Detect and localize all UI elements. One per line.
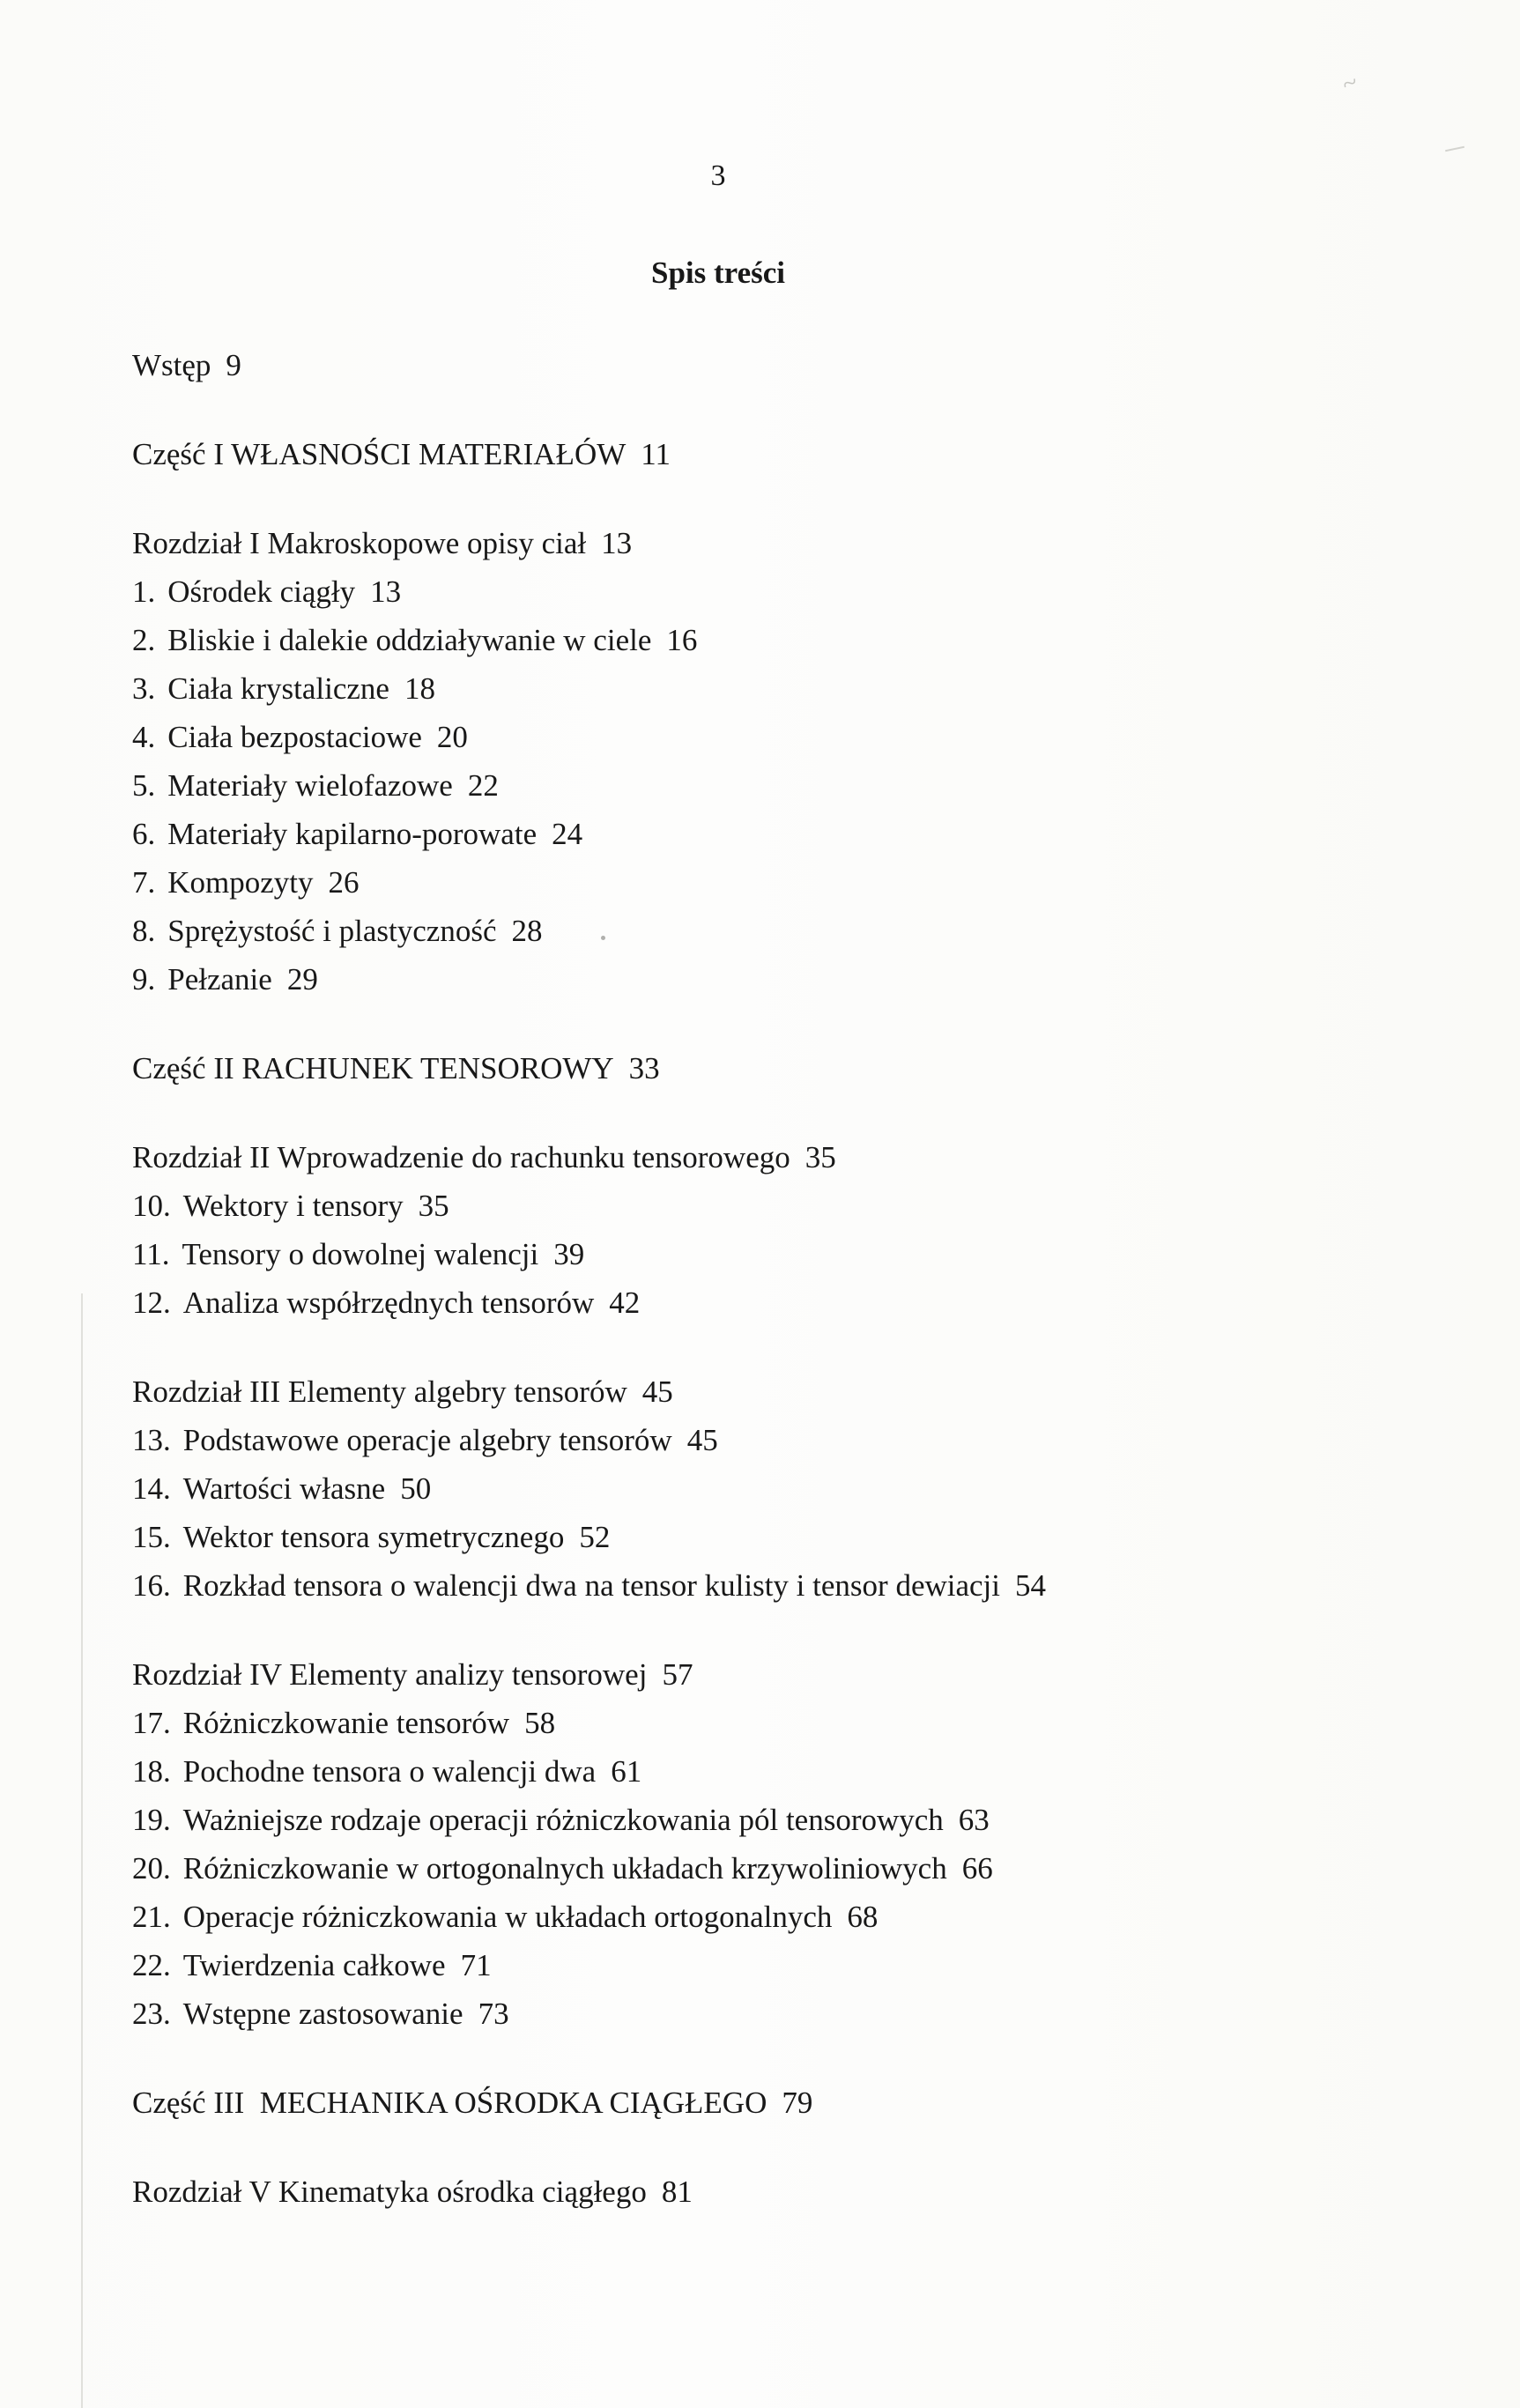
toc-item xyxy=(132,1989,1304,2038)
toc-page-number: 33 xyxy=(628,1051,660,1085)
toc-item-number: 20. xyxy=(132,1851,171,1886)
toc-label: Ważniejsze rodzaje operacji różniczkowania pól tensorowych xyxy=(182,1803,944,1837)
toc-list xyxy=(132,341,1304,2216)
toc-page-number: 24 xyxy=(552,817,583,851)
toc-label: Rozdział II Wprowadzenie do rachunku tensorowego xyxy=(132,1140,790,1174)
toc-label: Wektory i tensory xyxy=(182,1189,404,1223)
toc-item xyxy=(132,1561,1304,1610)
toc-label: Rozdział V Kinematyka ośrodka ciągłego xyxy=(132,2175,647,2209)
toc-item-number: 7. xyxy=(132,865,156,900)
toc-page-number: 58 xyxy=(524,1706,556,1740)
page-content xyxy=(132,0,1304,2216)
toc-label: Część II RACHUNEK TENSOROWY xyxy=(132,1051,614,1085)
toc-page-number: 66 xyxy=(961,1851,993,1886)
toc-page-number: 20 xyxy=(436,720,468,754)
toc-item xyxy=(132,1416,1304,1464)
toc-page-number: 61 xyxy=(611,1754,642,1789)
toc-page-number: 57 xyxy=(662,1657,693,1692)
toc-entry xyxy=(132,2078,1304,2127)
toc-label: Podstawowe operacje algebry tensorów xyxy=(182,1423,672,1457)
toc-label: Wstęp xyxy=(132,348,211,382)
toc-item xyxy=(132,810,1304,858)
toc-item xyxy=(132,858,1304,907)
toc-page-number: 13 xyxy=(601,526,633,560)
toc-entry xyxy=(132,1367,1304,1416)
toc-page-number: 52 xyxy=(579,1520,611,1554)
toc-page-number: 50 xyxy=(400,1471,432,1506)
toc-item xyxy=(132,1699,1304,1747)
toc-item xyxy=(132,1941,1304,1989)
toc-item-number: 12. xyxy=(132,1286,171,1320)
toc-item xyxy=(132,567,1304,616)
toc-item-number: 16. xyxy=(132,1568,171,1603)
toc-label: Analiza współrzędnych tensorów xyxy=(182,1286,595,1320)
toc-entry xyxy=(132,1044,1304,1093)
toc-page-number: 35 xyxy=(418,1189,449,1223)
toc-label: Różniczkowanie w ortogonalnych układach krzywoliniowych xyxy=(182,1851,947,1886)
toc-item xyxy=(132,616,1304,664)
toc-item xyxy=(132,1278,1304,1327)
toc-page-number: 11 xyxy=(641,437,671,471)
toc-item-number: 8. xyxy=(132,914,156,948)
toc-label: Różniczkowanie tensorów xyxy=(182,1706,510,1740)
toc-item-number: 22. xyxy=(132,1948,171,1982)
toc-item xyxy=(132,955,1304,1004)
toc-page-number: 39 xyxy=(553,1237,585,1271)
toc-item xyxy=(132,713,1304,761)
toc-entry xyxy=(132,430,1304,478)
toc-item-number: 10. xyxy=(132,1189,171,1223)
scan-artifact-vertical-line xyxy=(81,1293,83,2408)
toc-page-number: 79 xyxy=(782,2086,813,2120)
toc-page-number: 18 xyxy=(404,671,435,706)
toc-item xyxy=(132,664,1304,713)
toc-item xyxy=(132,1230,1304,1278)
toc-entry xyxy=(132,341,1304,389)
toc-page-number: 81 xyxy=(661,2175,693,2209)
scan-artifact-dash xyxy=(1445,146,1464,152)
toc-page-number: 28 xyxy=(511,914,543,948)
toc-label: Tensory o dowolnej walencji xyxy=(182,1237,539,1271)
toc-label: Rozdział III Elementy algebry tensorów xyxy=(132,1374,627,1409)
toc-item-number: 4. xyxy=(132,720,156,754)
toc-label: Pełzanie xyxy=(167,962,272,997)
toc-item-number: 6. xyxy=(132,817,156,851)
toc-label: Materiały kapilarno-porowate xyxy=(167,817,538,851)
toc-item-number: 3. xyxy=(132,671,156,706)
toc-item xyxy=(132,1844,1304,1893)
toc-label: Wektor tensora symetrycznego xyxy=(182,1520,565,1554)
toc-page-number: 45 xyxy=(641,1374,673,1409)
toc-item-number: 23. xyxy=(132,1997,171,2031)
toc-label: Wstępne zastosowanie xyxy=(182,1997,463,2031)
toc-page-number: 54 xyxy=(1015,1568,1046,1603)
toc-label: Operacje różniczkowania w układach ortogonalnych xyxy=(182,1900,833,1934)
toc-item xyxy=(132,1796,1304,1844)
toc-item-number: 2. xyxy=(132,623,156,657)
toc-label: Twierdzenia całkowe xyxy=(182,1948,446,1982)
toc-item-number: 18. xyxy=(132,1754,171,1789)
toc-item-number: 21. xyxy=(132,1900,171,1934)
toc-label: Wartości własne xyxy=(182,1471,386,1506)
toc-item-number: 1. xyxy=(132,574,156,609)
toc-label: Część III MECHANIKA OŚRODKA CIĄGŁEGO xyxy=(132,2086,767,2120)
page-title: Spis treści xyxy=(651,256,785,290)
toc-label: Ciała bezpostaciowe xyxy=(167,720,422,754)
scan-artifact-dot xyxy=(601,936,605,940)
toc-page-number: 22 xyxy=(467,768,499,803)
toc-label: Ciała krystaliczne xyxy=(167,671,389,706)
toc-item-number: 5. xyxy=(132,768,156,803)
toc-page-number: 16 xyxy=(666,623,698,657)
toc-page-number: 26 xyxy=(328,865,360,900)
toc-page-number: 68 xyxy=(847,1900,879,1934)
toc-item-number: 11. xyxy=(132,1237,170,1271)
toc-entry xyxy=(132,1650,1304,1699)
toc-item xyxy=(132,907,1304,955)
toc-entry xyxy=(132,1133,1304,1182)
toc-page-number: 42 xyxy=(609,1286,641,1320)
toc-item-number: 15. xyxy=(132,1520,171,1554)
toc-label: Pochodne tensora o walencji dwa xyxy=(182,1754,597,1789)
toc-label: Sprężystość i plastyczność xyxy=(167,914,497,948)
toc-item-number: 17. xyxy=(132,1706,171,1740)
toc-page-number: 9 xyxy=(226,348,241,382)
toc-label: Kompozyty xyxy=(167,865,314,900)
toc-label: Rozdział IV Elementy analizy tensorowej xyxy=(132,1657,648,1692)
toc-item xyxy=(132,1513,1304,1561)
toc-page-number: 73 xyxy=(478,1997,509,2031)
toc-entry xyxy=(132,2167,1304,2216)
toc-label: Rozkład tensora o walencji dwa na tensor kulisty i tensor dewiacji xyxy=(182,1568,1000,1603)
page-number: 3 xyxy=(710,159,726,192)
toc-item xyxy=(132,1464,1304,1513)
toc-item-number: 9. xyxy=(132,962,156,997)
toc-page-number: 45 xyxy=(686,1423,718,1457)
toc-label: Bliskie i dalekie oddziaływanie w ciele xyxy=(167,623,652,657)
toc-item xyxy=(132,761,1304,810)
toc-label: Ośrodek ciągły xyxy=(167,574,356,609)
toc-item xyxy=(132,1747,1304,1796)
toc-page-number: 13 xyxy=(370,574,402,609)
toc-item xyxy=(132,1182,1304,1230)
toc-item-number: 19. xyxy=(132,1803,171,1837)
toc-item-number: 14. xyxy=(132,1471,171,1506)
toc-page-number: 35 xyxy=(804,1140,836,1174)
toc-item-number: 13. xyxy=(132,1423,171,1457)
toc-page-number: 63 xyxy=(958,1803,990,1837)
toc-entry xyxy=(132,519,1304,567)
toc-label: Część I WŁASNOŚCI MATERIAŁÓW xyxy=(132,437,627,471)
toc-page-number: 29 xyxy=(286,962,318,997)
toc-label: Rozdział I Makroskopowe opisy ciał xyxy=(132,526,587,560)
scan-artifact-squiggle: ~ xyxy=(1338,67,1362,100)
toc-page-number: 71 xyxy=(460,1948,492,1982)
toc-item xyxy=(132,1893,1304,1941)
toc-label: Materiały wielofazowe xyxy=(167,768,453,803)
